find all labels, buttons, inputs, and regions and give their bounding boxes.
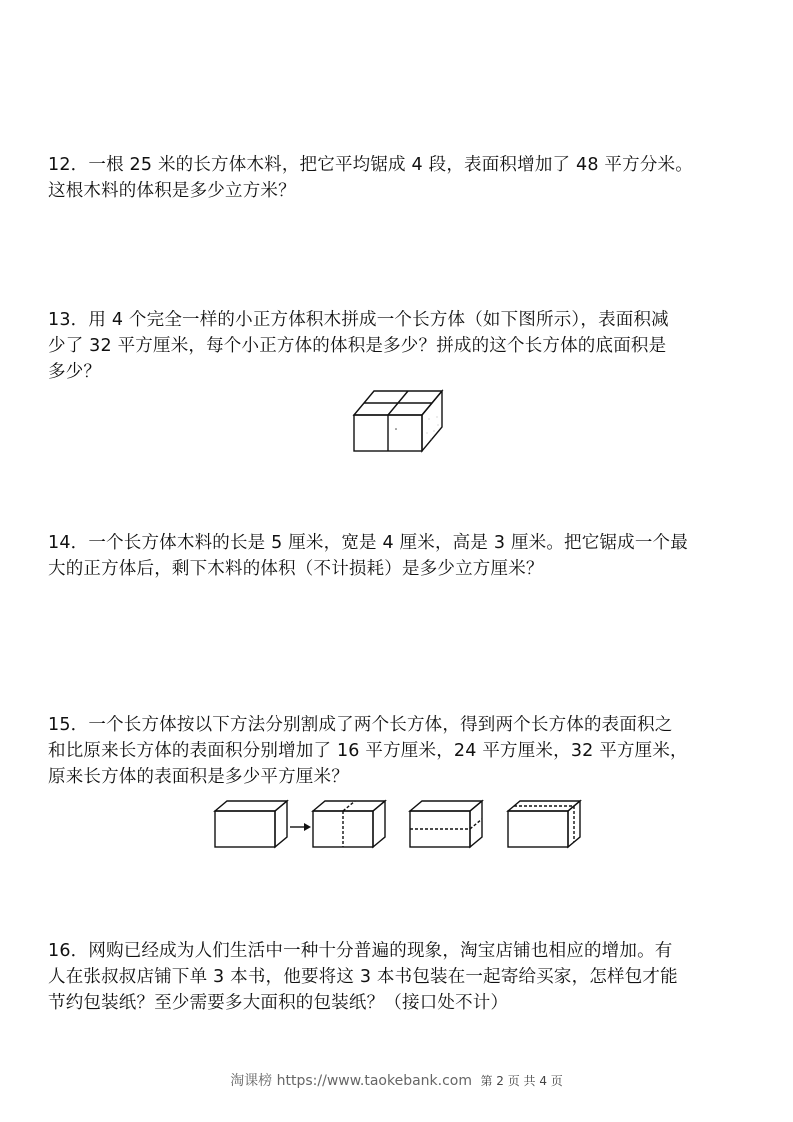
page-footer	[0, 1070, 793, 1090]
cuboid-cut-vertical	[313, 801, 385, 847]
question-13	[48, 307, 753, 385]
question-15-line-2: 和比原来长方体的表面积分别增加了 16 平方厘米，24 平方厘米，32 平方厘米，	[48, 741, 688, 761]
question-14-line-1: 14．一个长方体木料的长是 5 厘米，宽是 4 厘米，高是 3 厘米。把它锯成一个最	[48, 533, 688, 553]
cuboid-cut-horizontal	[410, 801, 482, 847]
question-15-line-3: 原来长方体的表面积是多少平方厘米？	[48, 767, 349, 787]
question-13-line-3: 多少？	[48, 362, 102, 382]
cube-block-figure	[352, 387, 448, 455]
question-15-line-1: 15．一个长方体按以下方法分别割成了两个长方体，得到两个长方体的表面积之	[48, 715, 673, 735]
question-13-line-2: 少了 32 平方厘米，每个小正方体的体积是多少？拼成的这个长方体的底面积是	[48, 336, 667, 356]
question-16-line-2: 人在张叔叔店铺下单 3 本书，他要将这 3 本书包装在一起寄给买家，怎样包才能	[48, 967, 678, 987]
question-12-line-1: 12．一根 25 米的长方体木料，把它平均锯成 4 段，表面积增加了 48 平方分米。	[48, 155, 693, 175]
question-16-line-3: 节约包装纸？至少需要多大面积的包装纸？（接口处不计）	[48, 993, 509, 1013]
question-14-line-2: 大的正方体后，剩下木料的体积（不计损耗）是多少立方厘米？	[48, 559, 544, 579]
question-15	[48, 712, 753, 790]
question-16-line-1: 16．网购已经成为人们生活中一种十分普遍的现象，淘宝店铺也相应的增加。有	[48, 941, 673, 961]
question-12	[48, 152, 753, 204]
cuboid-original	[215, 801, 287, 847]
question-12-line-2: 这根木料的体积是多少立方米？	[48, 181, 296, 201]
cuboid-cut-depth	[508, 801, 580, 847]
arrow-right-icon	[290, 823, 311, 831]
question-14	[48, 530, 753, 582]
footer-watermark: 淘课榜 https://www.taokebank.com	[230, 1073, 472, 1089]
cuboid-cut-figure	[212, 797, 588, 853]
question-16	[48, 938, 753, 1016]
question-13-line-1: 13．用 4 个完全一样的小正方体积木拼成一个长方体（如下图所示），表面积减	[48, 310, 669, 330]
footer-page-info: 第 2 页 共 4 页	[480, 1074, 563, 1088]
